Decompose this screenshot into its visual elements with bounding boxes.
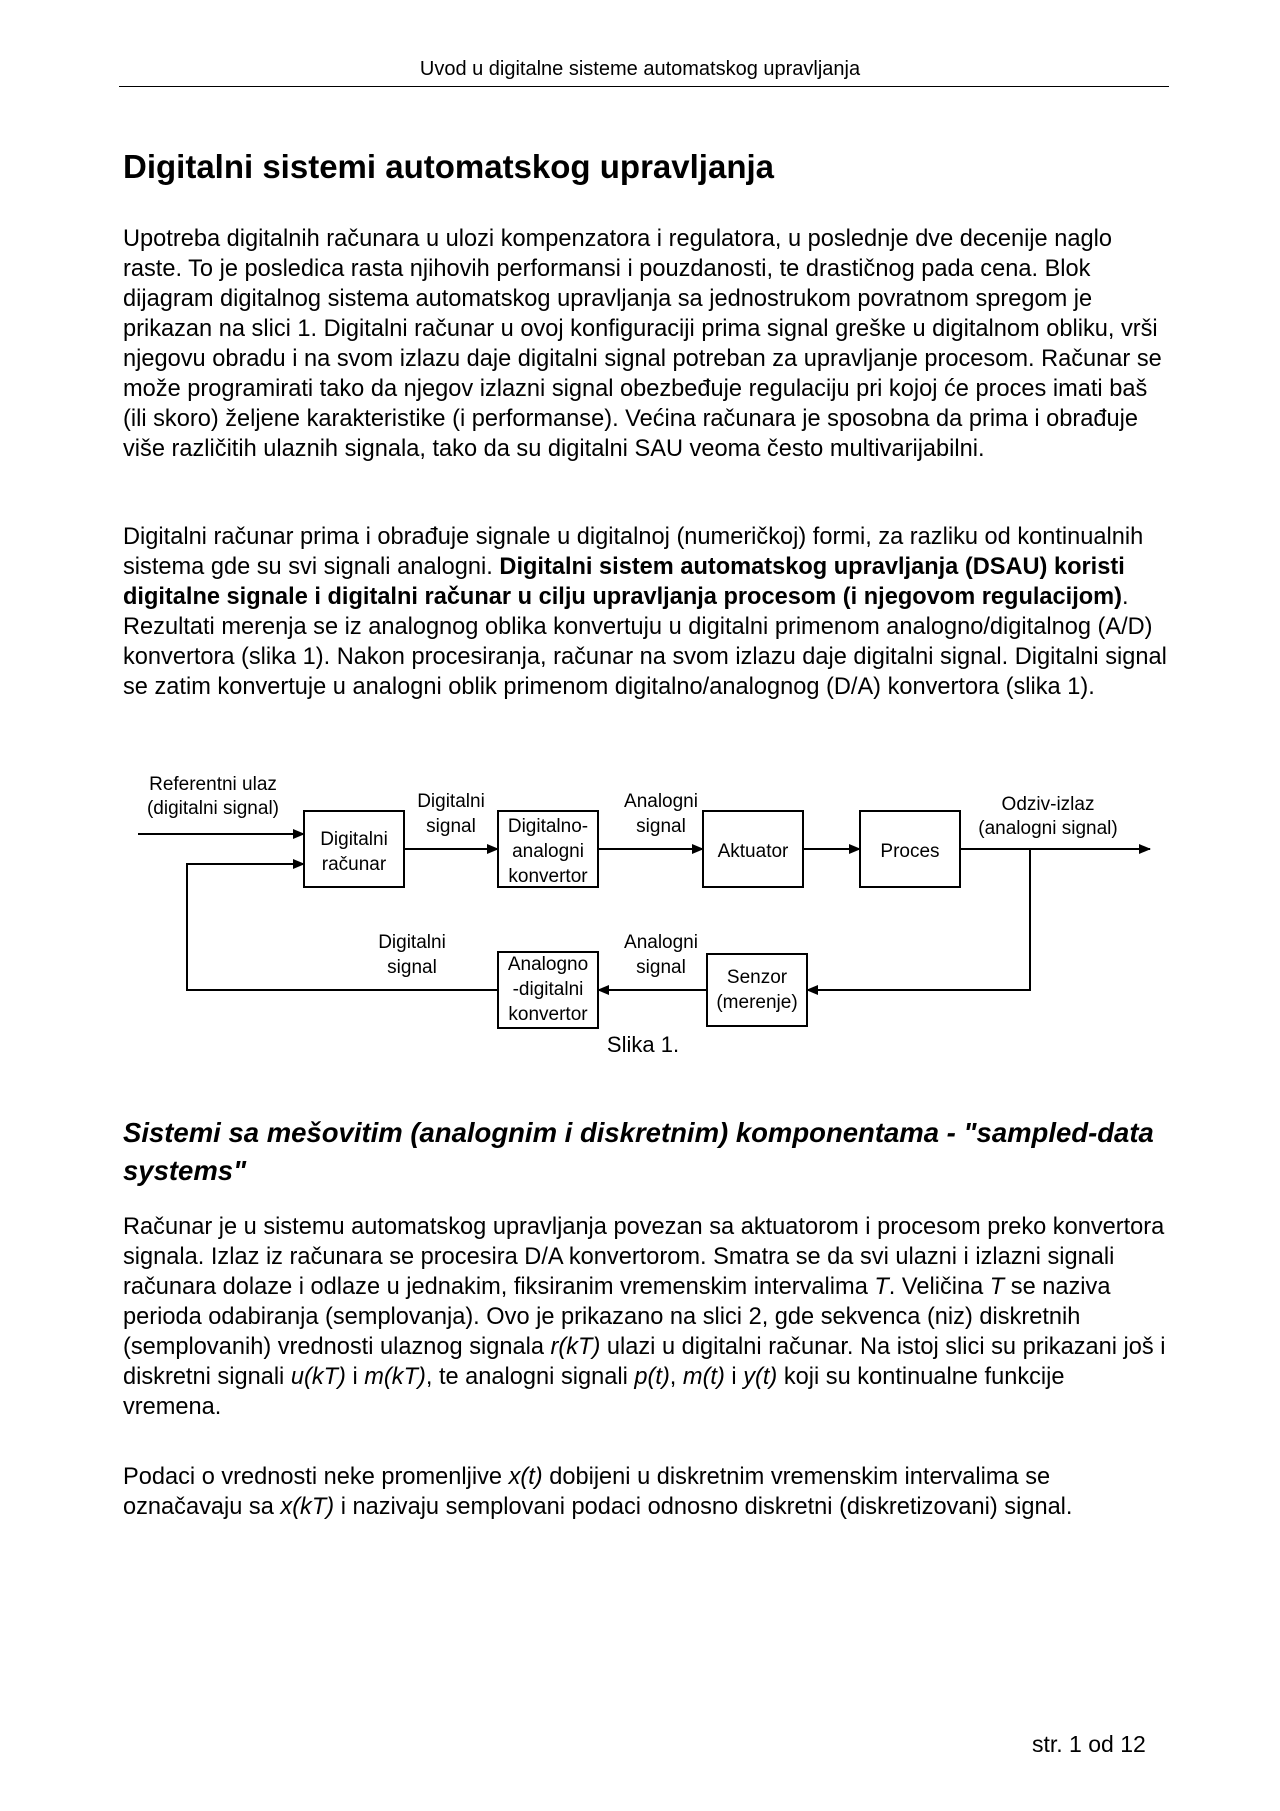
- signal-label: signal: [636, 957, 686, 978]
- sensor-block: [707, 954, 807, 1026]
- paragraph-text: koji su kontinualne funkcije vremena.: [123, 1364, 1065, 1420]
- paragraph-sampled: [123, 1212, 1168, 1422]
- signal-label: signal: [636, 816, 686, 837]
- sensor-label: Senzor: [726, 967, 788, 988]
- output-label: Odziv-izlaz: [1001, 794, 1095, 815]
- paragraph-text: i: [345, 1364, 365, 1390]
- italic-symbol: m(kT): [364, 1364, 426, 1390]
- paragraph-text: Računar je u sistemu automatskog upravljanja povezan sa aktuatorom i procesom preko konvertora signala. Izlaz iz računara se procesira D/A konvertorom. Smatra se da svi ulazni i izlazni signali računara dolaze i odlaze u jednakim, fiksiranim vremenskim intervalima: [123, 1214, 1165, 1300]
- italic-symbol: y(t): [743, 1364, 778, 1390]
- paragraph-text: . Veličina: [888, 1274, 990, 1300]
- input-label: Referentni ulaz: [149, 774, 277, 795]
- input-label: (digitalni signal): [146, 798, 280, 819]
- paragraph-text: i nazivaju semplovani podaci odnosno diskretni (diskretizovani) signal.: [334, 1494, 1073, 1520]
- paragraph-text: . Rezultati merenja se iz analognog oblika konvertuju u digitalni primenom analogno/digitalnog (A/D) konvertora (slika 1). Nakon procesiranja, računar na svom izlazu daje digitalni signal. Digitalni signal se zatim konvertuje u analogni oblik primenom digitalno/analognog (D/A) konvertora (slika 1).: [123, 584, 1167, 700]
- paragraph-text: Podaci o vrednosti neke promenljive: [123, 1464, 509, 1490]
- italic-symbol: x(kT): [280, 1494, 335, 1520]
- signal-label: Digitalni: [417, 791, 485, 812]
- italic-symbol: r(kT): [550, 1334, 601, 1360]
- computer-label: računar: [321, 854, 387, 875]
- adc-label: Analogno: [507, 954, 589, 975]
- paragraph-intro: Upotreba digitalnih računara u ulozi kompenzatora i regulatora, u poslednje dve decenije naglo raste. To je posledica rasta njihovih performansi i pouzdanosti, te drastičnog pada cena. Blok dijagram digitalnog sistema automatskog upravljanja sa jednostrukom povratnom spregom je prikazan na slici 1. Digitalni računar u ovoj konfiguraciji prima signal greške u digitalnom obliku, vrši njegovu obradu i na svom izlazu daje digitalni signal potreban za upravljanje procesom. Računar se može programirati tako da njegov izlazni signal obezbeđuje regulaciju pri kojoj će proces imati baš (ili skoro) željene karakteristike (i performanse). Većina računara je sposobna da prima i obrađuje više različitih ulaznih signala, tako da su digitalni SAU veoma često multivarijabilni.: [123, 226, 1162, 462]
- paragraph-text: , te analogni signali: [425, 1364, 635, 1390]
- dac-label: analogni: [512, 841, 584, 862]
- section-subtitle: Sistemi sa mešovitim (analognim i diskretnim) komponentama - "sampled-data systems": [123, 1117, 1154, 1186]
- italic-symbol: m(t): [682, 1364, 725, 1390]
- italic-symbol: p(t): [634, 1364, 670, 1390]
- sensor-label: (merenje): [716, 992, 798, 1013]
- paragraph-text: dobijeni u diskretnim vremenskim intervalima se označavaju sa: [123, 1464, 1051, 1520]
- paragraph-text: ulazi u digitalni računar. Na istoj slici su prikazani još i diskretni signali: [123, 1334, 1166, 1390]
- italic-symbol: T: [874, 1274, 889, 1300]
- italic-symbol: x(t): [508, 1464, 543, 1490]
- process-label: Proces: [880, 841, 940, 862]
- paragraph-text: ,: [669, 1364, 683, 1390]
- signal-label: signal: [387, 957, 437, 978]
- paragraph-text: i: [724, 1364, 744, 1390]
- signal-label: Analogni: [624, 932, 698, 953]
- page-number: str. 1 od 12: [1032, 1731, 1146, 1757]
- paragraph-text: Digitalni računar prima i obrađuje signale u digitalnoj (numeričkoj) formi, za razliku od kontinualnih sistema gde su svi signali analogni.: [123, 524, 1144, 580]
- output-label: (analogni signal): [978, 818, 1118, 839]
- italic-symbol: T: [989, 1274, 1005, 1300]
- paragraph-dsau: [123, 522, 1168, 702]
- adc-label: -digitalni: [512, 979, 584, 1000]
- bold-definition: Digitalni sistem automatskog upravljanja (DSAU) koristi digitalne signale i digitalni računar u cilju upravljanja procesom (i njegovom regulacijom): [123, 554, 1125, 610]
- running-header: Uvod u digitalne sisteme automatskog upravljanja: [419, 58, 861, 80]
- dac-label: Digitalno-: [507, 816, 589, 837]
- adc-to-computer-arrow: [187, 864, 498, 990]
- italic-symbol: u(kT): [290, 1364, 346, 1390]
- computer-label: Digitalni: [320, 829, 388, 850]
- paragraph-samples-definition: [123, 1462, 1168, 1522]
- actuator-label: Aktuator: [717, 841, 789, 862]
- paragraph-text: se naziva perioda odabiranja (semplovanja). Ovo je prikazano na slici 2, gde sekvenca (niz) diskretnih (semplovanih) vrednosti ulaznog signala: [123, 1274, 1111, 1360]
- signal-label: Digitalni: [378, 932, 446, 953]
- signal-label: Analogni: [624, 791, 698, 812]
- header-divider: [119, 86, 1169, 87]
- signal-label: signal: [426, 816, 476, 837]
- page-title: Digitalni sistemi automatskog upravljanja: [123, 148, 774, 185]
- feedback-to-sensor-arrow: [807, 849, 1030, 990]
- adc-label: konvertor: [508, 1004, 588, 1025]
- block-diagram: [130, 770, 1170, 1070]
- figure-caption: Slika 1.: [606, 1032, 680, 1057]
- dac-label: konvertor: [508, 866, 588, 887]
